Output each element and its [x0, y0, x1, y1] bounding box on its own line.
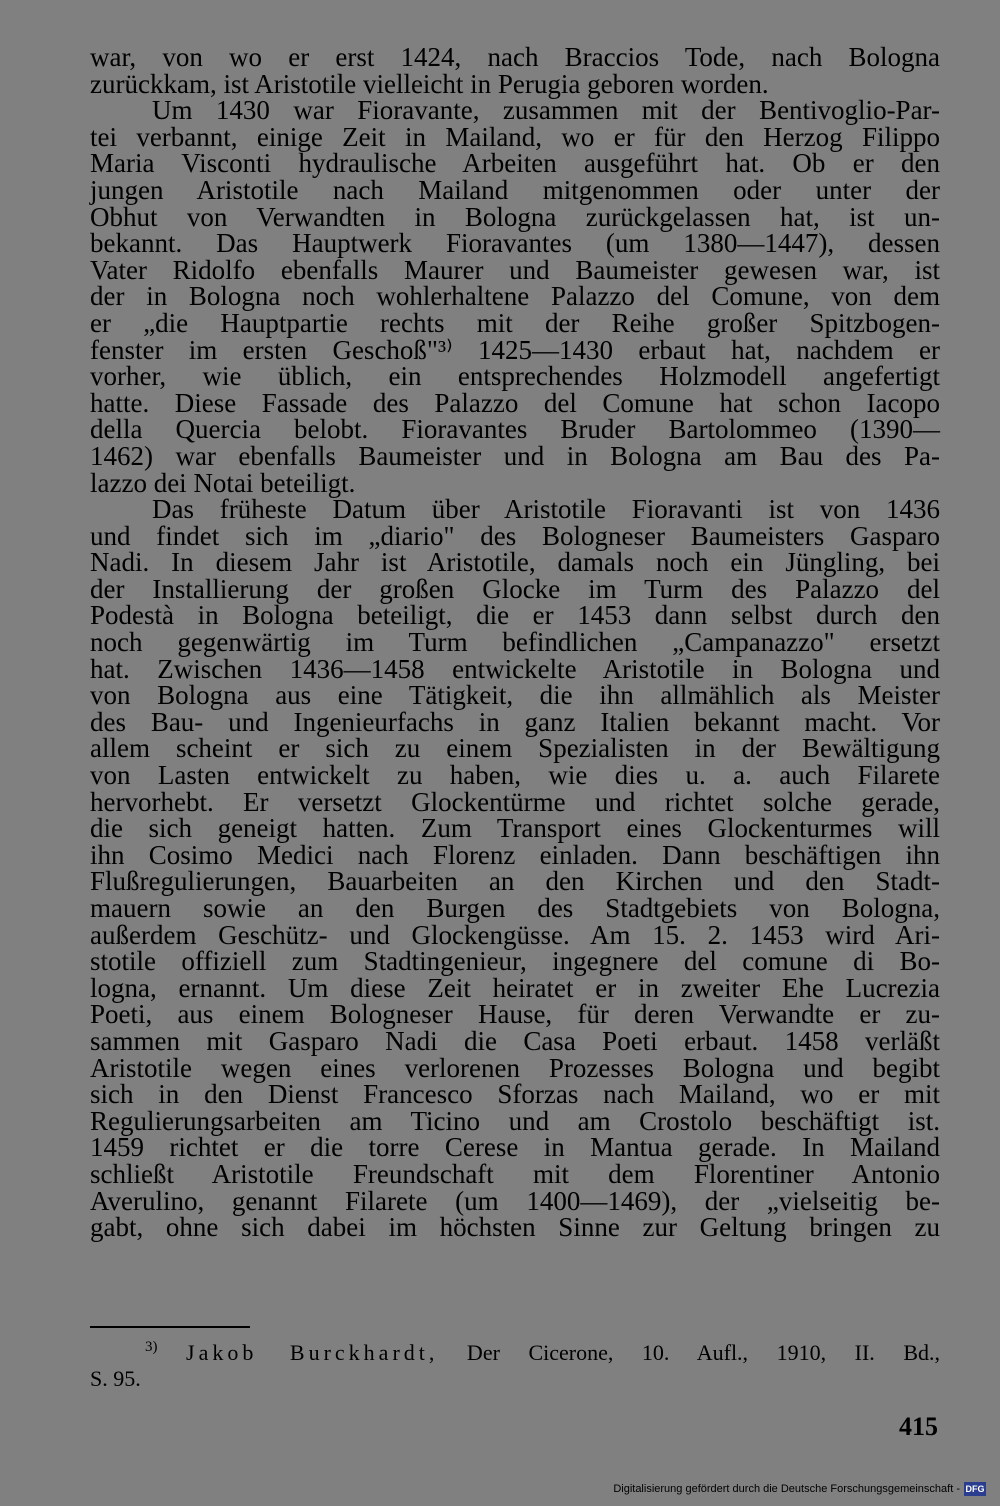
text-line: des Bau- und Ingenieurfachs in ganz Italien bekannt macht. Vor [90, 706, 940, 737]
footnote-separator [90, 1326, 250, 1328]
text-line: vorher, wie üblich, ein entsprechendes Holzmodell angefertigt [90, 361, 940, 392]
text-line: Aristotile wegen eines verlorenen Prozesses Bologna und begibt [90, 1052, 940, 1083]
text-line: Das früheste Datum über Aristotile Fioravanti ist von 1436 [152, 494, 940, 525]
text-line: sich in den Dienst Francesco Sforzas nach Mailand, wo er mit [90, 1079, 940, 1110]
text-line: mauern sowie an den Burgen des Stadtgebiets von Bologna, [90, 893, 940, 923]
text-line: schließt Aristotile Freundschaft mit dem Florentiner Antonio [90, 1158, 940, 1189]
footnote-author: Jakob Burckhardt, [186, 1340, 439, 1365]
text-line: die sich geneigt hatten. Zum Transport eines Glockenturmes will [90, 813, 940, 844]
page-number: 415 [899, 1412, 938, 1441]
text-line: 1459 richtet er die torre Cerese in Mantua gerade. In Mailand [90, 1132, 940, 1163]
text-line: Averulino, genannt Filarete (um 1400—1469), der „vielseitig be- [90, 1185, 940, 1216]
text-line: Poeti, aus einem Bologneser Hause, für deren Verwandte er zu- [90, 999, 940, 1030]
funding-note: Digitalisierung gefördert durch die Deutsche Forschungsgemeinschaft - [613, 1483, 960, 1495]
text-line: sammen mit Gasparo Nadi die Casa Poeti erbaut. 1458 verläßt [90, 1025, 940, 1056]
text-line: ihn Cosimo Medici nach Florenz einladen. Dann beschäftigen ihn [90, 839, 940, 870]
text-line: Regulierungsarbeiten am Ticino und am Crostolo beschäftigt ist. [90, 1105, 940, 1136]
footnote-page-ref: S. 95. [90, 1366, 141, 1391]
text-line: hatte. Diese Fassade des Palazzo del Comune hat schon Iacopo [90, 387, 940, 418]
text-line: della Quercia belobt. Fioravantes Bruder Bartolommeo (1390— [90, 414, 940, 445]
body-text [90, 44, 940, 1241]
text-line: allem scheint er sich zu einem Spezialisten in der Bewältigung [90, 733, 940, 764]
text-line: und findet sich im „diario" des Bologneser Baumeisters Gasparo [90, 520, 940, 551]
text-line: Um 1430 war Fioravante, zusammen mit der Bentivoglio-Par- [152, 95, 940, 126]
text-line: logna, ernannt. Um diese Zeit heiratet er in zweiter Ehe Lucrezia [90, 972, 940, 1003]
text-line: war, von wo er erst 1424, nach Braccios Tode, nach Bologna [90, 42, 940, 72]
text-line: bekannt. Das Hauptwerk Fioravantes (um 1380—1447), dessen [90, 228, 940, 259]
footnote [90, 1339, 941, 1391]
text-line: hat. Zwischen 1436—1458 entwickelte Aristotile in Bologna und [90, 653, 940, 684]
text-line: hervorhebt. Er versetzt Glockentürme und richtet solche gerade, [90, 786, 940, 817]
text-line: von Lasten entwickelt zu haben, wie dies u. a. auch Filarete [90, 760, 940, 791]
text-line: Vater Ridolfo ebenfalls Maurer und Baumeister gewesen war, ist [90, 254, 940, 285]
text-line: 1462) war ebenfalls Baumeister und in Bologna am Bau des Pa- [90, 440, 940, 471]
text-line: tei verbannt, einige Zeit in Mailand, wo er für den Herzog Filippo [90, 121, 940, 152]
text-line: der Installierung der großen Glocke im Turm des Palazzo del [90, 573, 940, 604]
text-line: lazzo dei Notai beteiligt. [90, 467, 356, 498]
text-line: stotile offiziell zum Stadtingenieur, ingegnere del comune di Bo- [90, 946, 940, 977]
text-line: jungen Aristotile nach Mailand mitgenommen oder unter der [90, 174, 940, 205]
text-line: fenster im ersten Geschoß"³⁾ 1425—1430 erbaut hat, nachdem er [90, 334, 940, 365]
footnote-marker: 3) [145, 1339, 158, 1355]
text-line: er „die Hauptpartie rechts mit der Reihe großer Spitzbogen- [90, 307, 940, 338]
text-line: Nadi. In diesem Jahr ist Aristotile, damals noch ein Jüngling, bei [90, 547, 940, 578]
text-line: Maria Visconti hydraulische Arbeiten ausgeführt hat. Ob er den [90, 148, 940, 179]
text-line: zurückkam, ist Aristotile vielleicht in Perugia geboren worden. [90, 68, 769, 99]
text-line: gabt, ohne sich dabei im höchsten Sinne zur Geltung bringen zu [90, 1212, 940, 1243]
text-line: Obhut von Verwandten in Bologna zurückgelassen hat, ist un- [90, 201, 940, 232]
text-line: Flußregulierungen, Bauarbeiten an den Kirchen und den Stadt- [90, 866, 940, 897]
text-line: noch gegenwärtig im Turm befindlichen „Campanazzo" ersetzt [90, 627, 940, 658]
dfg-logo-icon: DFG [965, 1484, 985, 1494]
text-line: außerdem Geschütz- und Glockengüsse. Am 15. 2. 1453 wird Ari- [90, 919, 940, 950]
text-line: der in Bologna noch wohlerhaltene Palazzo del Comune, von dem [90, 281, 940, 312]
footnote-citation: Der Cicerone, 10. Aufl., 1910, II. Bd., [438, 1340, 941, 1365]
text-line: Podestà in Bologna beteiligt, die er 1453 dann selbst durch den [90, 600, 940, 631]
text-line: von Bologna aus eine Tätigkeit, die ihn allmählich als Meister [90, 680, 940, 711]
